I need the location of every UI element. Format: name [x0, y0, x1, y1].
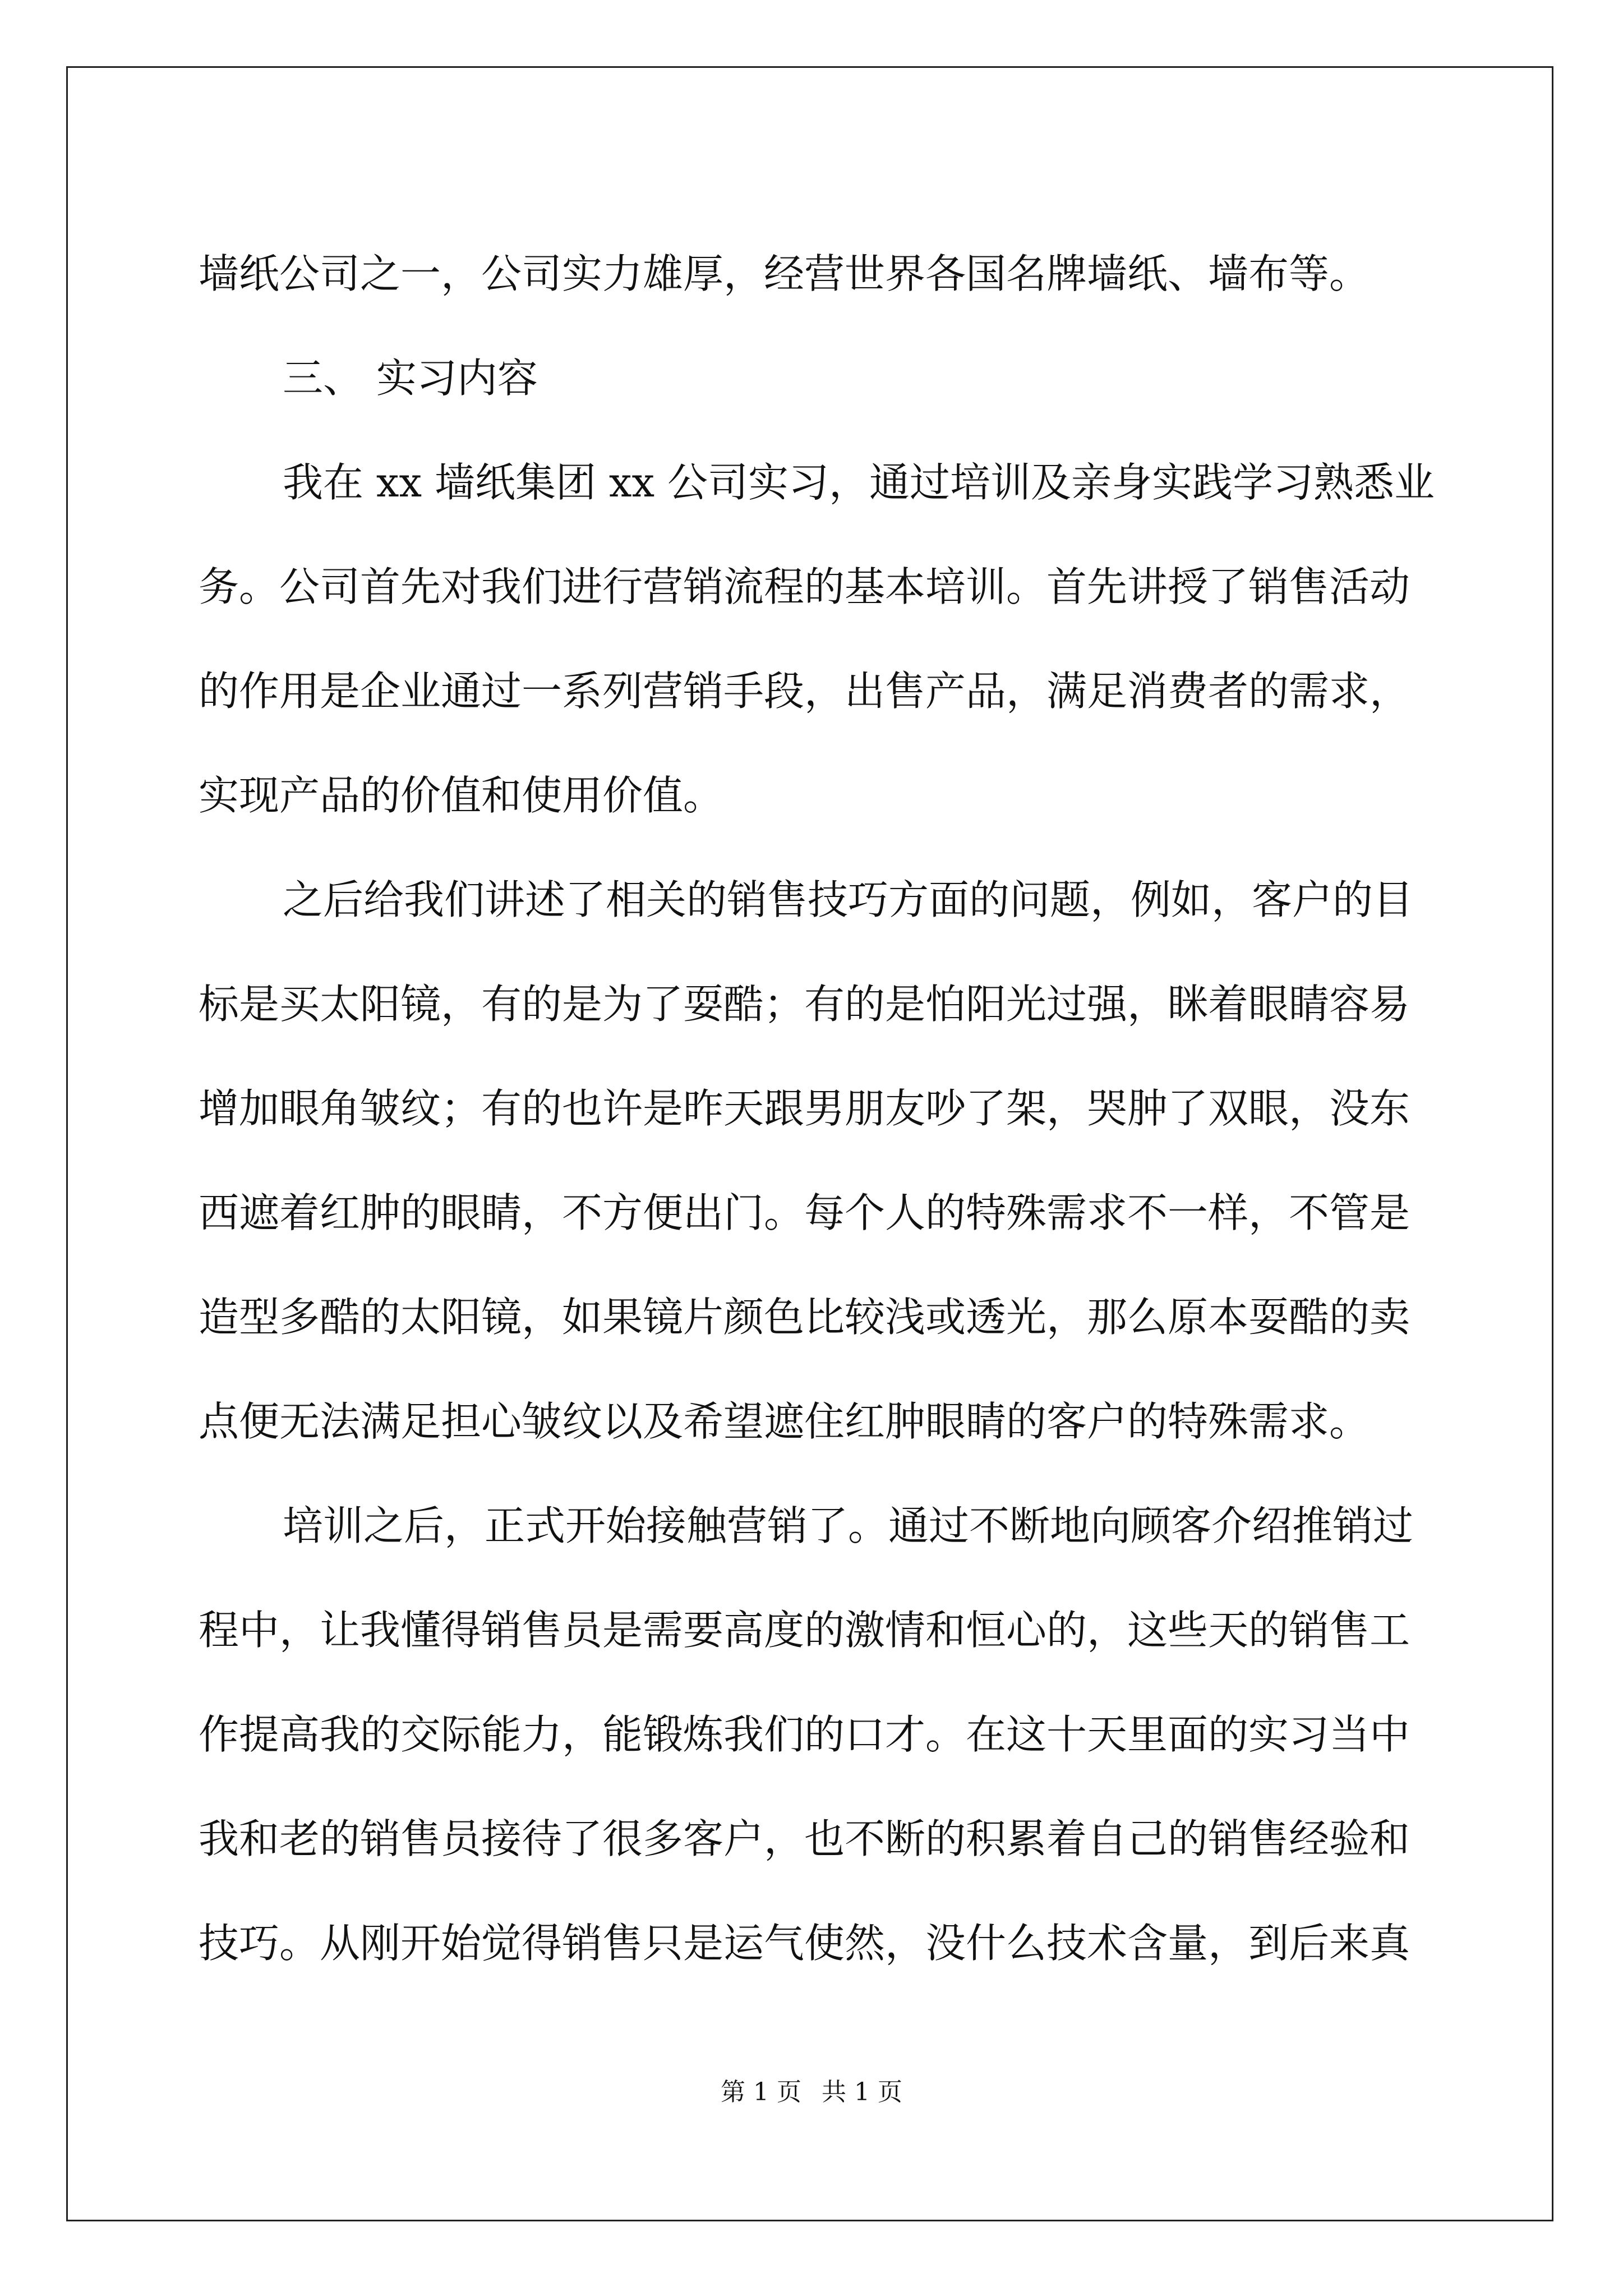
text-line: 点便无法满足担心皱纹以及希望遮住红肿眼睛的客户的特殊需求。 — [199, 1398, 1370, 1445]
text-line: 的作用是企业通过一系列营销手段，出售产品，满足消费者的需求， — [199, 668, 1410, 715]
text-line: 墙纸公司之一，公司实力雄厚，经营世界各国名牌墙纸、墙布等。 — [199, 250, 1370, 297]
text-line: 作提高我的交际能力，能锻炼我们的口才。在这十天里面的实习当中 — [199, 1711, 1410, 1758]
text-line: 务。公司首先对我们进行营销流程的基本培训。首先讲授了销售活动 — [199, 563, 1410, 610]
text-line: 技巧。从刚开始觉得销售只是运气使然，没什么技术含量，到后来真 — [199, 1920, 1410, 1967]
text-line: 程中，让我懂得销售员是需要高度的激情和恒心的，这些天的销售工 — [199, 1607, 1410, 1654]
text-line: 增加眼角皱纹；有的也许是昨天跟男朋友吵了架，哭肿了双眼，没东 — [199, 1085, 1410, 1132]
text-line: 培训之后，正式开始接触营销了。通过不断地向顾客介绍推销过 — [283, 1502, 1414, 1549]
text-line: 西遮着红肿的眼睛，不方便出门。每个人的特殊需求不一样，不管是 — [199, 1189, 1410, 1236]
page-number: 第 1 页 — [721, 2078, 801, 2106]
text-line: 标是买太阳镜，有的是为了耍酷；有的是怕阳光过强，眯着眼睛容易 — [199, 981, 1410, 1028]
document-body — [199, 222, 1435, 1995]
page-footer — [0, 2076, 1623, 2109]
text-line: 我在 xx 墙纸集团 xx 公司实习，通过培训及亲身实践学习熟悉业 — [283, 459, 1435, 506]
text-line: 实现产品的价值和使用价值。 — [199, 772, 724, 819]
page-total: 共 1 页 — [822, 2078, 902, 2106]
text-line: 我和老的销售员接待了很多客户，也不断的积累着自己的销售经验和 — [199, 1815, 1410, 1862]
text-line: 之后给我们讲述了相关的销售技巧方面的问题，例如，客户的目 — [283, 876, 1414, 923]
section-heading: 三、 实习内容 — [283, 355, 538, 402]
text-line: 造型多酷的太阳镜，如果镜片颜色比较浅或透光，那么原本耍酷的卖 — [199, 1294, 1410, 1341]
